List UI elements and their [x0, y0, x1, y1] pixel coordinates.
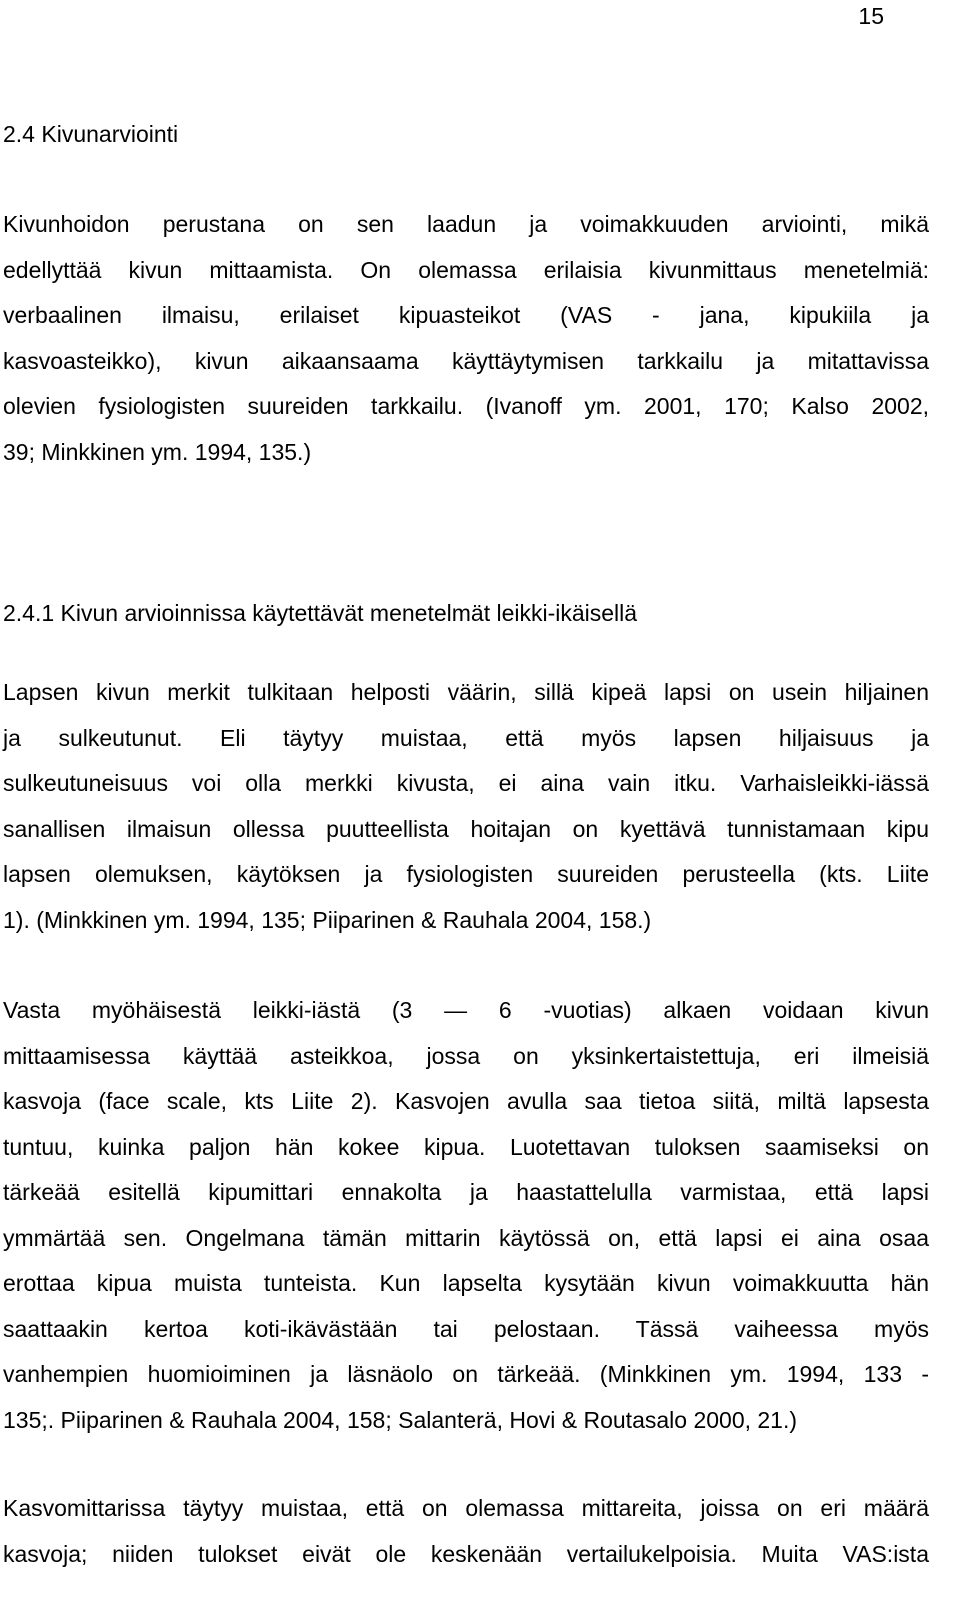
paragraph-line: tärkeää esitellä kipumittari ennakolta ja haastattelulla varmistaa, että lapsi [3, 1179, 929, 1205]
subsection-paragraph-1 [3, 670, 929, 943]
paragraph-line: Kasvomittarissa täytyy muistaa, että on olemassa mittareita, joissa on eri määrä [3, 1495, 929, 1521]
paragraph-line: vanhempien huomioiminen ja läsnäolo on tärkeää. (Minkkinen ym. 1994, 133 - [3, 1361, 929, 1387]
paragraph-line: ja sulkeutunut. Eli täytyy muistaa, että myös lapsen hiljaisuus ja [3, 724, 929, 751]
paragraph-line: kasvoja (face scale, kts Liite 2). Kasvojen avulla saa tietoa siitä, miltä lapsesta [3, 1088, 929, 1114]
section-heading: 2.4 Kivunarviointi [3, 121, 179, 147]
subsection-paragraph-3 [3, 1486, 929, 1577]
paragraph-line: kasvoasteikko), kivun aikaansaama käyttäytymisen tarkkailu ja mitattavissa [3, 347, 929, 374]
paragraph-line: ymmärtää sen. Ongelmana tämän mittarin käytössä on, että lapsi ei aina osaa [3, 1224, 929, 1251]
subsection-heading: 2.4.1 Kivun arvioinnissa käytettävät menetelmät leikki-ikäisellä [3, 600, 638, 626]
paragraph-line: erottaa kipua muista tunteista. Kun lapselta kysytään kivun voimakkuutta hän [3, 1270, 929, 1296]
paragraph-line: kasvoja; niiden tulokset eivät ole keskenään vertailukelpoisia. Muita VAS:ista [3, 1540, 929, 1567]
paragraph-line: Lapsen kivun merkit tulkitaan helposti väärin, sillä kipeä lapsi on usein hiljainen [3, 679, 929, 705]
page-number: 15 [858, 3, 884, 29]
paragraph-line: 1). (Minkkinen ym. 1994, 135; Piiparinen & Rauhala 2004, 158.) [3, 906, 652, 933]
paragraph-line: Vasta myöhäisestä leikki-iästä (3 — 6 -vuotias) alkaen voidaan kivun [3, 997, 929, 1023]
section-paragraph [3, 202, 929, 475]
paragraph-line: verbaalinen ilmaisu, erilaiset kipuasteikot (VAS - jana, kipukiila ja [3, 302, 929, 328]
paragraph-line: sulkeutuneisuus voi olla merkki kivusta, ei aina vain itku. Varhaisleikki-iässä [3, 770, 929, 796]
paragraph-line: tuntuu, kuinka paljon hän kokee kipua. Luotettavan tuloksen saamiseksi on [3, 1133, 929, 1160]
paragraph-line: Kivunhoidon perustana on sen laadun ja voimakkuuden arviointi, mikä [3, 211, 929, 237]
subsection-paragraph-2 [3, 988, 929, 1443]
paragraph-line: edellyttää kivun mittaamista. On olemassa erilaisia kivunmittaus menetelmiä: [3, 256, 929, 283]
paragraph-line: mittaamisessa käyttää asteikkoa, jossa on yksinkertaistettuja, eri ilmeisiä [3, 1042, 929, 1069]
paragraph-line: saattaakin kertoa koti-ikävästään tai pelostaan. Tässä vaiheessa myös [3, 1315, 929, 1342]
paragraph-line: 135;. Piiparinen & Rauhala 2004, 158; Salanterä, Hovi & Routasalo 2000, 21.) [3, 1406, 798, 1433]
paragraph-line: lapsen olemuksen, käytöksen ja fysiologisten suureiden perusteella (kts. Liite [3, 861, 929, 887]
paragraph-line: olevien fysiologisten suureiden tarkkailu. (Ivanoff ym. 2001, 170; Kalso 2002, [3, 393, 929, 419]
paragraph-line: 39; Minkkinen ym. 1994, 135.) [3, 438, 312, 465]
paragraph-line: sanallisen ilmaisun ollessa puutteellista hoitajan on kyettävä tunnistamaan kipu [3, 815, 929, 842]
